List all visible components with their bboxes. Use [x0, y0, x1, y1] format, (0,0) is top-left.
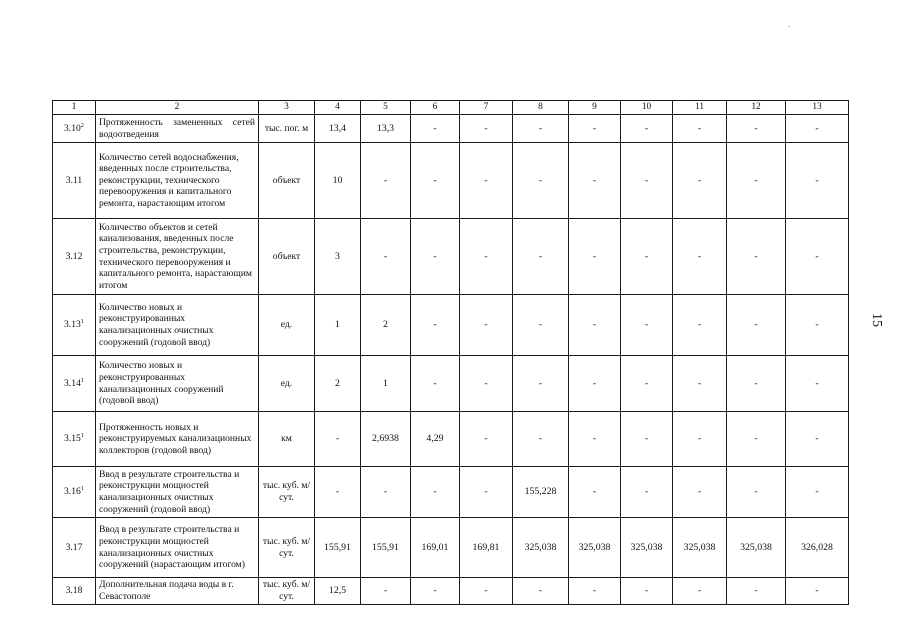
row-value: - — [673, 219, 727, 295]
row-value: - — [569, 115, 621, 143]
row-value: - — [786, 467, 849, 518]
footnote-mark: 1 — [80, 318, 84, 326]
column-header: 8 — [513, 101, 569, 115]
row-value: - — [727, 143, 786, 219]
row-name: Ввод в результате строительства и реконструкции мощностей канализационных очистных сооружений (нарастающим итогом) — [96, 518, 259, 578]
row-value: - — [460, 219, 513, 295]
row-value: - — [786, 115, 849, 143]
row-name: Количество новых и реконструированных канализационных очистных сооружений (годовой ввод) — [96, 295, 259, 356]
column-header: 2 — [96, 101, 259, 115]
row-value: - — [361, 143, 411, 219]
footnote-mark: 2 — [80, 121, 84, 129]
row-value: - — [411, 219, 460, 295]
row-value: - — [786, 412, 849, 467]
row-name: Протяженность новых и реконструируемых канализационных коллекторов (годовой ввод) — [96, 412, 259, 467]
row-value: - — [315, 467, 361, 518]
row-value: - — [569, 219, 621, 295]
row-value: - — [513, 143, 569, 219]
row-value: - — [621, 467, 673, 518]
page-number: 15 — [869, 313, 884, 327]
row-value: - — [673, 295, 727, 356]
row-name: Количество сетей водоснабжения, введенных после строительства, реконструкции, технического перевооружения и капитального ремонта, нарастающим итогом — [96, 143, 259, 219]
row-number: 3.17 — [53, 518, 96, 578]
column-header: 6 — [411, 101, 460, 115]
row-value: - — [673, 467, 727, 518]
row-number: 3.13$^1$ — [53, 295, 96, 356]
column-header: 13 — [786, 101, 849, 115]
row-value: - — [786, 356, 849, 412]
row-value: - — [673, 115, 727, 143]
row-name: Ввод в результате строительства и реконструкции мощностей канализационных очистных сооружений (годовой ввод) — [96, 467, 259, 518]
row-value: - — [569, 412, 621, 467]
row-value: - — [411, 467, 460, 518]
row-value: - — [513, 578, 569, 605]
row-name: Количество новых и реконструированных канализационных сооружений (годовой ввод) — [96, 356, 259, 412]
row-value: 1 — [361, 356, 411, 412]
row-value: - — [621, 412, 673, 467]
row-value: - — [460, 578, 513, 605]
row-value: 325,038 — [727, 518, 786, 578]
row-value: - — [460, 467, 513, 518]
row-value: 2 — [361, 295, 411, 356]
row-value: - — [460, 356, 513, 412]
row-value: - — [460, 115, 513, 143]
row-value: - — [513, 295, 569, 356]
row-value: 10 — [315, 143, 361, 219]
column-header: 1 — [53, 101, 96, 115]
table-row — [53, 467, 849, 518]
row-number: 3.18 — [53, 578, 96, 605]
row-value: - — [411, 115, 460, 143]
row-value: - — [673, 356, 727, 412]
row-value: 155,91 — [361, 518, 411, 578]
row-value: - — [569, 578, 621, 605]
row-value: - — [569, 467, 621, 518]
row-value: 325,038 — [513, 518, 569, 578]
row-value: 325,038 — [621, 518, 673, 578]
row-value: - — [673, 412, 727, 467]
row-value: - — [361, 578, 411, 605]
row-value: - — [727, 295, 786, 356]
row-name: Количество объектов и сетей канализования, введенных после строительства, реконструкции, технического перевооружения и капитального ремонта, нарастающим итогом — [96, 219, 259, 295]
table-header-row — [53, 101, 849, 115]
row-value: - — [460, 143, 513, 219]
row-value: - — [361, 219, 411, 295]
row-value: - — [513, 412, 569, 467]
footnote-mark: 1 — [80, 485, 84, 493]
row-value: - — [621, 143, 673, 219]
row-value: - — [727, 467, 786, 518]
row-value: 12,5 — [315, 578, 361, 605]
row-unit: тыс. куб. м/сут. — [259, 518, 315, 578]
row-value: 325,038 — [673, 518, 727, 578]
row-value: - — [569, 356, 621, 412]
row-value: 13,4 — [315, 115, 361, 143]
row-value: - — [621, 295, 673, 356]
row-name: Протяженность замененных сетей водоотведения — [96, 115, 259, 143]
column-header: 10 — [621, 101, 673, 115]
table-row — [53, 219, 849, 295]
table-row — [53, 412, 849, 467]
row-number: 3.15$^1$ — [53, 412, 96, 467]
row-value: - — [727, 356, 786, 412]
row-name: Дополнительная подача воды в г. Севастополе — [96, 578, 259, 605]
row-value: 1 — [315, 295, 361, 356]
table-row — [53, 115, 849, 143]
row-value: - — [727, 115, 786, 143]
row-value: - — [460, 295, 513, 356]
row-value: - — [727, 219, 786, 295]
row-value: - — [621, 578, 673, 605]
row-value: - — [673, 143, 727, 219]
footnote-mark: 1 — [80, 432, 84, 440]
scan-speck — [788, 26, 790, 27]
row-value: - — [786, 143, 849, 219]
row-value: - — [411, 578, 460, 605]
row-value: 2,6938 — [361, 412, 411, 467]
row-value: - — [411, 356, 460, 412]
row-value: 155,91 — [315, 518, 361, 578]
row-number: 3.12 — [53, 219, 96, 295]
row-value: 3 — [315, 219, 361, 295]
table-row — [53, 143, 849, 219]
row-value: 155,228 — [513, 467, 569, 518]
row-value: - — [569, 295, 621, 356]
row-number: 3.11 — [53, 143, 96, 219]
row-unit: тыс. куб. м/сут. — [259, 578, 315, 605]
row-value: - — [786, 219, 849, 295]
row-value: - — [315, 412, 361, 467]
column-header: 12 — [727, 101, 786, 115]
column-header: 11 — [673, 101, 727, 115]
row-number: 3.14$^1$ — [53, 356, 96, 412]
row-unit: км — [259, 412, 315, 467]
row-unit: объект — [259, 219, 315, 295]
table-row — [53, 356, 849, 412]
row-value: - — [673, 578, 727, 605]
row-value: 326,028 — [786, 518, 849, 578]
row-unit: тыс. куб. м/сут. — [259, 467, 315, 518]
row-number: 3.10$^2$ — [53, 115, 96, 143]
row-value: 169,81 — [460, 518, 513, 578]
row-value: 2 — [315, 356, 361, 412]
column-header: 9 — [569, 101, 621, 115]
table-row — [53, 295, 849, 356]
row-value: - — [621, 356, 673, 412]
row-unit: ед. — [259, 295, 315, 356]
row-value: - — [411, 143, 460, 219]
row-value: - — [786, 295, 849, 356]
row-value: 325,038 — [569, 518, 621, 578]
row-value: - — [569, 143, 621, 219]
table-row — [53, 578, 849, 605]
row-value: - — [621, 219, 673, 295]
table-row — [53, 518, 849, 578]
column-header: 7 — [460, 101, 513, 115]
row-unit: тыс. пог. м — [259, 115, 315, 143]
row-unit: объект — [259, 143, 315, 219]
row-value: - — [460, 412, 513, 467]
row-value: 13,3 — [361, 115, 411, 143]
row-value: - — [727, 578, 786, 605]
column-header: 3 — [259, 101, 315, 115]
row-unit: ед. — [259, 356, 315, 412]
row-value: - — [513, 356, 569, 412]
row-value: 169,01 — [411, 518, 460, 578]
indicator-table — [52, 100, 849, 605]
row-value: 4,29 — [411, 412, 460, 467]
row-value: - — [786, 578, 849, 605]
row-value: - — [513, 219, 569, 295]
row-value: - — [513, 115, 569, 143]
row-value: - — [411, 295, 460, 356]
row-value: - — [621, 115, 673, 143]
row-value: - — [727, 412, 786, 467]
row-value: - — [361, 467, 411, 518]
footnote-mark: 1 — [80, 376, 84, 384]
row-number: 3.16$^1$ — [53, 467, 96, 518]
column-header: 4 — [315, 101, 361, 115]
column-header: 5 — [361, 101, 411, 115]
